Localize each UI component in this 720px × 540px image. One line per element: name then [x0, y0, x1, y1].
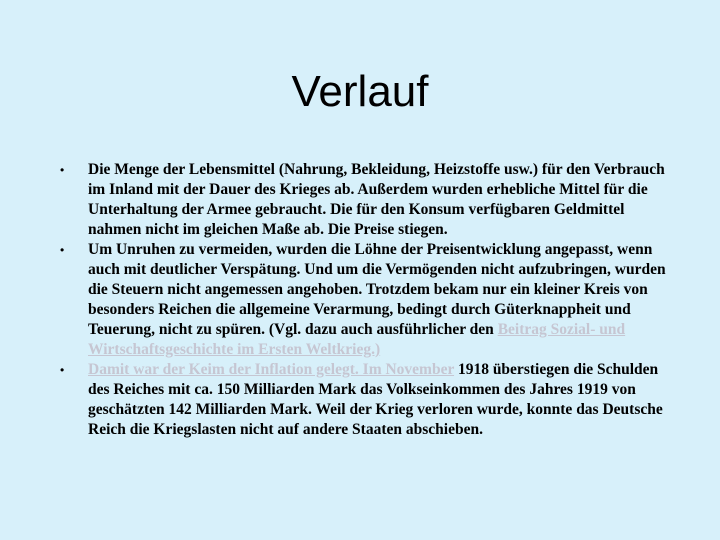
link-inflation[interactable]: Damit war der Keim der Inflation gelegt. Im November	[88, 361, 455, 378]
bullet-item-1	[60, 160, 670, 240]
bullet-item-3	[60, 360, 670, 440]
bullet-dot-icon: •	[60, 363, 65, 377]
bullet-text-2: Um Unruhen zu vermeiden, wurden die Löhne der Preisentwicklung angepasst, wenn auch mit deutlicher Verspätung. Und um die Vermögenden nicht aufzubringen, wurden die Steuern nicht angemessen angehoben. Trotzdem bekam nur ein kleiner Kreis von besonders Reichen die allgemeine Verarmung, bedingt durch Güterknappheit und Teuerung, nicht zu spüren. (Vgl. dazu auch ausführlicher den	[88, 241, 666, 338]
bullet-text-1: Die Menge der Lebensmittel (Nahrung, Bekleidung, Heizstoffe usw.) für den Verbrauch im Inland mit der Dauer des Krieges ab. Außerdem wurden erhebliche Mittel für die Unterhaltung der Armee gebraucht. Die für den Konsum verfügbaren Geldmittel nahmen nicht im gleichen Maße ab. Die Preise stiegen.	[88, 161, 665, 238]
slide-title: Verlauf	[291, 67, 429, 116]
bullet-dot-icon: •	[60, 163, 65, 177]
bullet-item-2	[60, 240, 670, 360]
bullet-list	[60, 160, 670, 440]
link-sozial-wirtschaftsgeschichte[interactable]: Beitrag Sozial- und Wirtschaftsgeschichte im Ersten Weltkrieg.)	[88, 321, 626, 358]
bullet-dot-icon: •	[60, 243, 65, 257]
bullet-text-3: 1918 überstiegen die Schulden des Reiches mit ca. 150 Milliarden Mark das Volkseinkommen des Jahres 1919 von geschätzten 142 Milliarden Mark. Weil der Krieg verloren wurde, konnte das Deutsche Reich die Kriegslasten nicht auf andere Staaten abschieben.	[88, 361, 663, 438]
